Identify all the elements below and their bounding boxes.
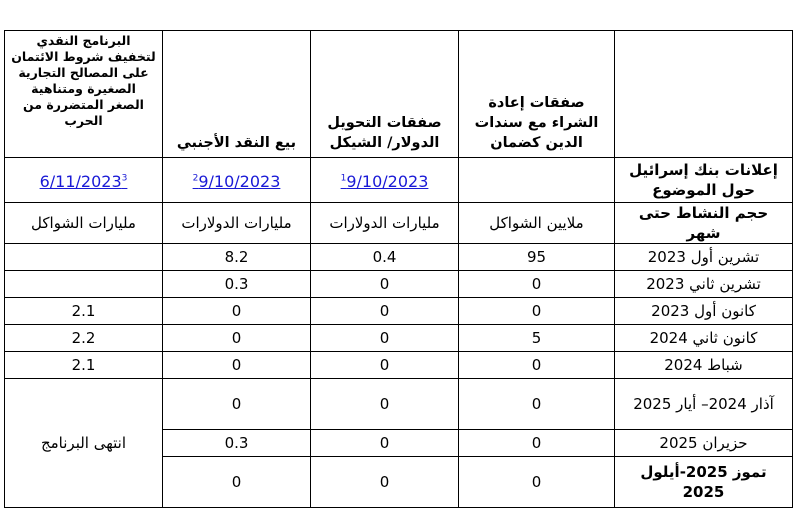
repo-value: 0: [459, 430, 615, 457]
header-repo: صفقات إعادة الشراء مع سندات الدين كضمان: [459, 31, 615, 158]
announcement-fx-link[interactable]: [193, 172, 281, 191]
fx-sale-value: 8.2: [163, 244, 311, 271]
month-cell: كانون ثاني 2024: [615, 325, 793, 352]
table-row: [5, 379, 793, 430]
announcement-program-link[interactable]: [40, 172, 128, 191]
central-bank-activity-table: [4, 30, 793, 508]
fx-sale-value: 0: [163, 352, 311, 379]
announcement-conversion-link[interactable]: [341, 172, 429, 191]
repo-value: 0: [459, 457, 615, 508]
header-program: البرنامج النقدي لتخفيف شروط الائتمان على المصالح التجارية الصغيرة ومتناهية الصغر المتضررة من الحرب: [5, 31, 163, 158]
program-value: [5, 271, 163, 298]
header-row: [5, 31, 793, 158]
repo-value: 0: [459, 379, 615, 430]
announcement-repo: [459, 158, 615, 203]
repo-value: 95: [459, 244, 615, 271]
units-label: حجم النشاط حتى شهر: [615, 203, 793, 244]
conversion-value: 0: [311, 325, 459, 352]
fx-sale-value: 0: [163, 457, 311, 508]
footnote-ref-1: 1: [340, 173, 347, 184]
unit-repo: ملايين الشواكل: [459, 203, 615, 244]
announcement-fx-cell: [163, 158, 311, 203]
table-row: [5, 244, 793, 271]
month-cell: كانون أول 2023: [615, 298, 793, 325]
fx-sale-value: 0: [163, 298, 311, 325]
conversion-value: 0: [311, 352, 459, 379]
header-conversion: صفقات التحويل الدولار/ الشيكل: [311, 31, 459, 158]
program-value: [5, 244, 163, 271]
announcement-conversion-date: 9/10/2023: [346, 171, 429, 191]
table-row: [5, 352, 793, 379]
footnote-ref-2: 2: [192, 173, 199, 184]
repo-value: 0: [459, 271, 615, 298]
month-cell: آذار 2024– أيار 2025: [615, 379, 793, 430]
fx-sale-value: 0: [163, 379, 311, 430]
conversion-value: 0: [311, 298, 459, 325]
program-value: 2.1: [5, 298, 163, 325]
header-label-cell: [615, 31, 793, 158]
fx-sale-value: 0.3: [163, 271, 311, 298]
units-row: [5, 203, 793, 244]
repo-value: 5: [459, 325, 615, 352]
program-value: 2.1: [5, 352, 163, 379]
conversion-value: 0: [311, 379, 459, 430]
fx-sale-value: 0.3: [163, 430, 311, 457]
conversion-value: 0: [311, 271, 459, 298]
program-value: 2.2: [5, 325, 163, 352]
fx-sale-value: 0: [163, 325, 311, 352]
table-row: [5, 271, 793, 298]
month-cell: تشرين ثاني 2023: [615, 271, 793, 298]
announcement-program-cell: [5, 158, 163, 203]
announcements-label: إعلانات بنك إسرائيل حول الموضوع: [615, 158, 793, 203]
footnote-ref-3: 3: [121, 173, 128, 184]
table-row: [5, 325, 793, 352]
program-ended-cell: انتهى البرنامج: [5, 379, 163, 508]
unit-program: مليارات الشواكل: [5, 203, 163, 244]
repo-value: 0: [459, 352, 615, 379]
table-row: [5, 298, 793, 325]
month-cell: تموز 2025-أيلول 2025: [615, 457, 793, 508]
conversion-value: 0: [311, 430, 459, 457]
conversion-value: 0.4: [311, 244, 459, 271]
unit-fx-sale: مليارات الدولارات: [163, 203, 311, 244]
month-cell: شباط 2024: [615, 352, 793, 379]
unit-conversion: مليارات الدولارات: [311, 203, 459, 244]
month-cell: تشرين أول 2023: [615, 244, 793, 271]
conversion-value: 0: [311, 457, 459, 508]
announcement-program-date: 6/11/2023: [39, 171, 122, 191]
announcement-conversion-cell: [311, 158, 459, 203]
announcement-fx-date: 9/10/2023: [198, 171, 281, 191]
repo-value: 0: [459, 298, 615, 325]
month-cell: حزيران 2025: [615, 430, 793, 457]
announcements-row: [5, 158, 793, 203]
header-fx-sale: بيع النقد الأجنبي: [163, 31, 311, 158]
